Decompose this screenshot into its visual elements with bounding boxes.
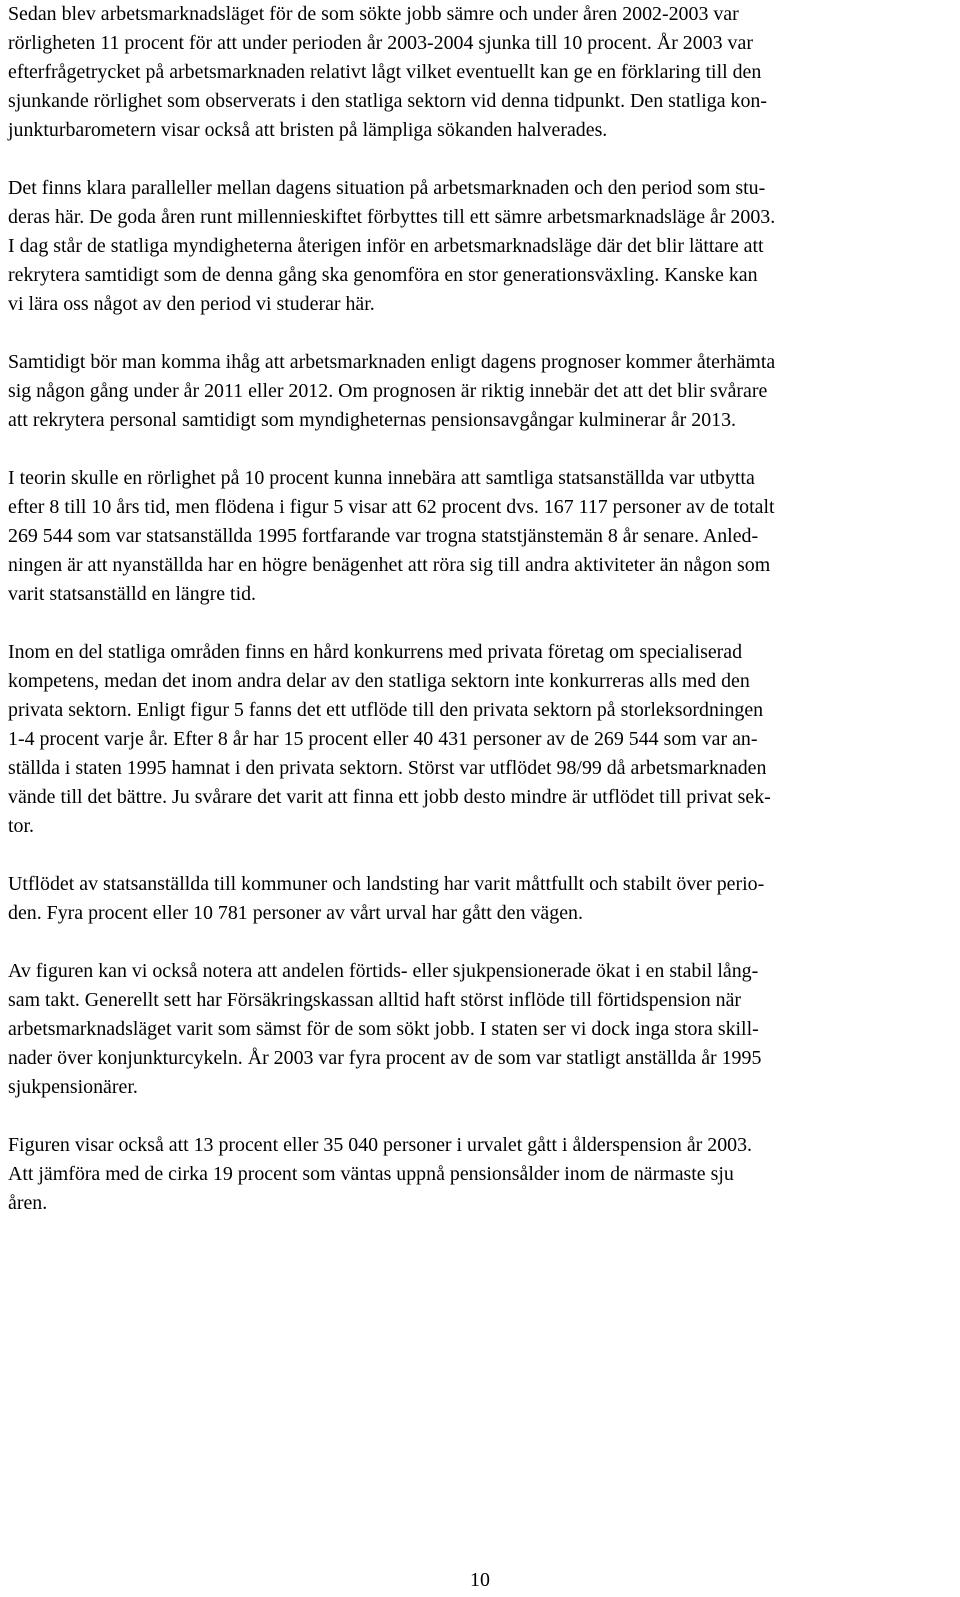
text-line: Sedan blev arbetsmarknadsläget för de som sökte jobb sämre och under åren 2002-2003 var bbox=[8, 3, 739, 25]
paragraph-3 bbox=[8, 348, 944, 435]
paragraph-1 bbox=[8, 0, 944, 145]
text-line: tor. bbox=[8, 815, 34, 837]
text-line: deras här. De goda åren runt millennieskiftet förbyttes till ett sämre arbetsmarknadsläge år 2003. bbox=[8, 206, 776, 228]
paragraph-6 bbox=[8, 870, 944, 928]
text-line: sig någon gång under år 2011 eller 2012. Om prognosen är riktig innebär det att det blir svårare bbox=[8, 380, 768, 402]
text-line: Inom en del statliga områden finns en hård konkurrens med privata företag om specialiserad bbox=[8, 641, 743, 663]
text-line: kompetens, medan det inom andra delar av den statliga sektorn inte konkurreras alls med den bbox=[8, 670, 750, 692]
text-line: I dag står de statliga myndigheterna återigen inför en arbetsmarknadsläge där det blir lättare att bbox=[8, 235, 764, 257]
text-line: I teorin skulle en rörlighet på 10 procent kunna innebära att samtliga statsanställda var utbytta bbox=[8, 467, 755, 489]
text-line: 269 544 som var statsanställda 1995 fortfarande var trogna statstjänstemän 8 år senare. Anled- bbox=[8, 525, 759, 547]
text-line: den. Fyra procent eller 10 781 personer av vårt urval har gått den vägen. bbox=[8, 902, 583, 924]
text-line: vi lära oss något av den period vi studerar här. bbox=[8, 293, 375, 315]
text-line: ningen är att nyanställda har en högre benägenhet att röra sig till andra aktiviteter än någon som bbox=[8, 554, 771, 576]
text-line: privata sektorn. Enligt figur 5 fanns det ett utflöde till den privata sektorn på storleksordningen bbox=[8, 699, 764, 721]
text-line: Figuren visar också att 13 procent eller 35 040 personer i urvalet gått i ålderspension år 2003. bbox=[8, 1134, 753, 1156]
text-line: efter 8 till 10 års tid, men flödena i figur 5 visar att 62 procent dvs. 167 117 personer av de totalt bbox=[8, 496, 775, 518]
text-line: ställda i staten 1995 hamnat i den privata sektorn. Störst var utflödet 98/99 då arbetsmarknaden bbox=[8, 757, 767, 779]
text-line: 1-4 procent varje år. Efter 8 år har 15 procent eller 40 431 personer av de 269 544 som var an- bbox=[8, 728, 758, 750]
text-line: rekrytera samtidigt som de denna gång ska genomföra en stor generationsväxling. Kanske kan bbox=[8, 264, 758, 286]
text-line: sjukpensionärer. bbox=[8, 1076, 138, 1098]
paragraph-4 bbox=[8, 464, 944, 609]
text-line: junkturbarometern visar också att bristen på lämpliga sökanden halverades. bbox=[8, 119, 608, 141]
paragraph-2 bbox=[8, 174, 944, 319]
text-line: att rekrytera personal samtidigt som myndigheternas pensionsavgångar kulminerar år 2013. bbox=[8, 409, 737, 431]
text-line: Att jämföra med de cirka 19 procent som väntas uppnå pensionsålder inom de närmaste sju bbox=[8, 1163, 734, 1185]
text-line: Det finns klara paralleller mellan dagens situation på arbetsmarknaden och den period som stu- bbox=[8, 177, 766, 199]
text-line: vände till det bättre. Ju svårare det varit att finna ett jobb desto mindre är utflödet till privat sek- bbox=[8, 786, 771, 808]
text-line: efterfrågetrycket på arbetsmarknaden relativt lågt vilket eventuellt kan ge en förklaring till den bbox=[8, 61, 762, 83]
page-number: 10 bbox=[470, 1569, 490, 1591]
text-line: Samtidigt bör man komma ihåg att arbetsmarknaden enligt dagens prognoser kommer återhämta bbox=[8, 351, 776, 373]
text-line: rörligheten 11 procent för att under perioden år 2003-2004 sjunka till 10 procent. År 2003 var bbox=[8, 32, 753, 54]
paragraph-7 bbox=[8, 957, 944, 1102]
text-line: varit statsanställd en längre tid. bbox=[8, 583, 257, 605]
document-body bbox=[8, 0, 944, 1247]
text-line: sjunkande rörlighet som observerats i den statliga sektorn vid denna tidpunkt. Den statliga kon- bbox=[8, 90, 768, 112]
text-line: nader över konjunkturcykeln. År 2003 var fyra procent av de som var statligt anställda år 1995 bbox=[8, 1047, 762, 1069]
text-line: Utflödet av statsanställda till kommuner och landsting har varit måttfullt och stabilt över perio- bbox=[8, 873, 765, 895]
paragraph-5 bbox=[8, 638, 944, 841]
text-line: åren. bbox=[8, 1192, 48, 1214]
text-line: Av figuren kan vi också notera att andelen förtids- eller sjukpensionerade ökat i en stabil lång- bbox=[8, 960, 759, 982]
text-line: arbetsmarknadsläget varit som sämst för de som sökt jobb. I staten ser vi dock inga stora skill- bbox=[8, 1018, 759, 1040]
text-line: sam takt. Generellt sett har Försäkringskassan alltid haft störst inflöde till förtidspension när bbox=[8, 989, 742, 1011]
paragraph-8 bbox=[8, 1131, 944, 1218]
